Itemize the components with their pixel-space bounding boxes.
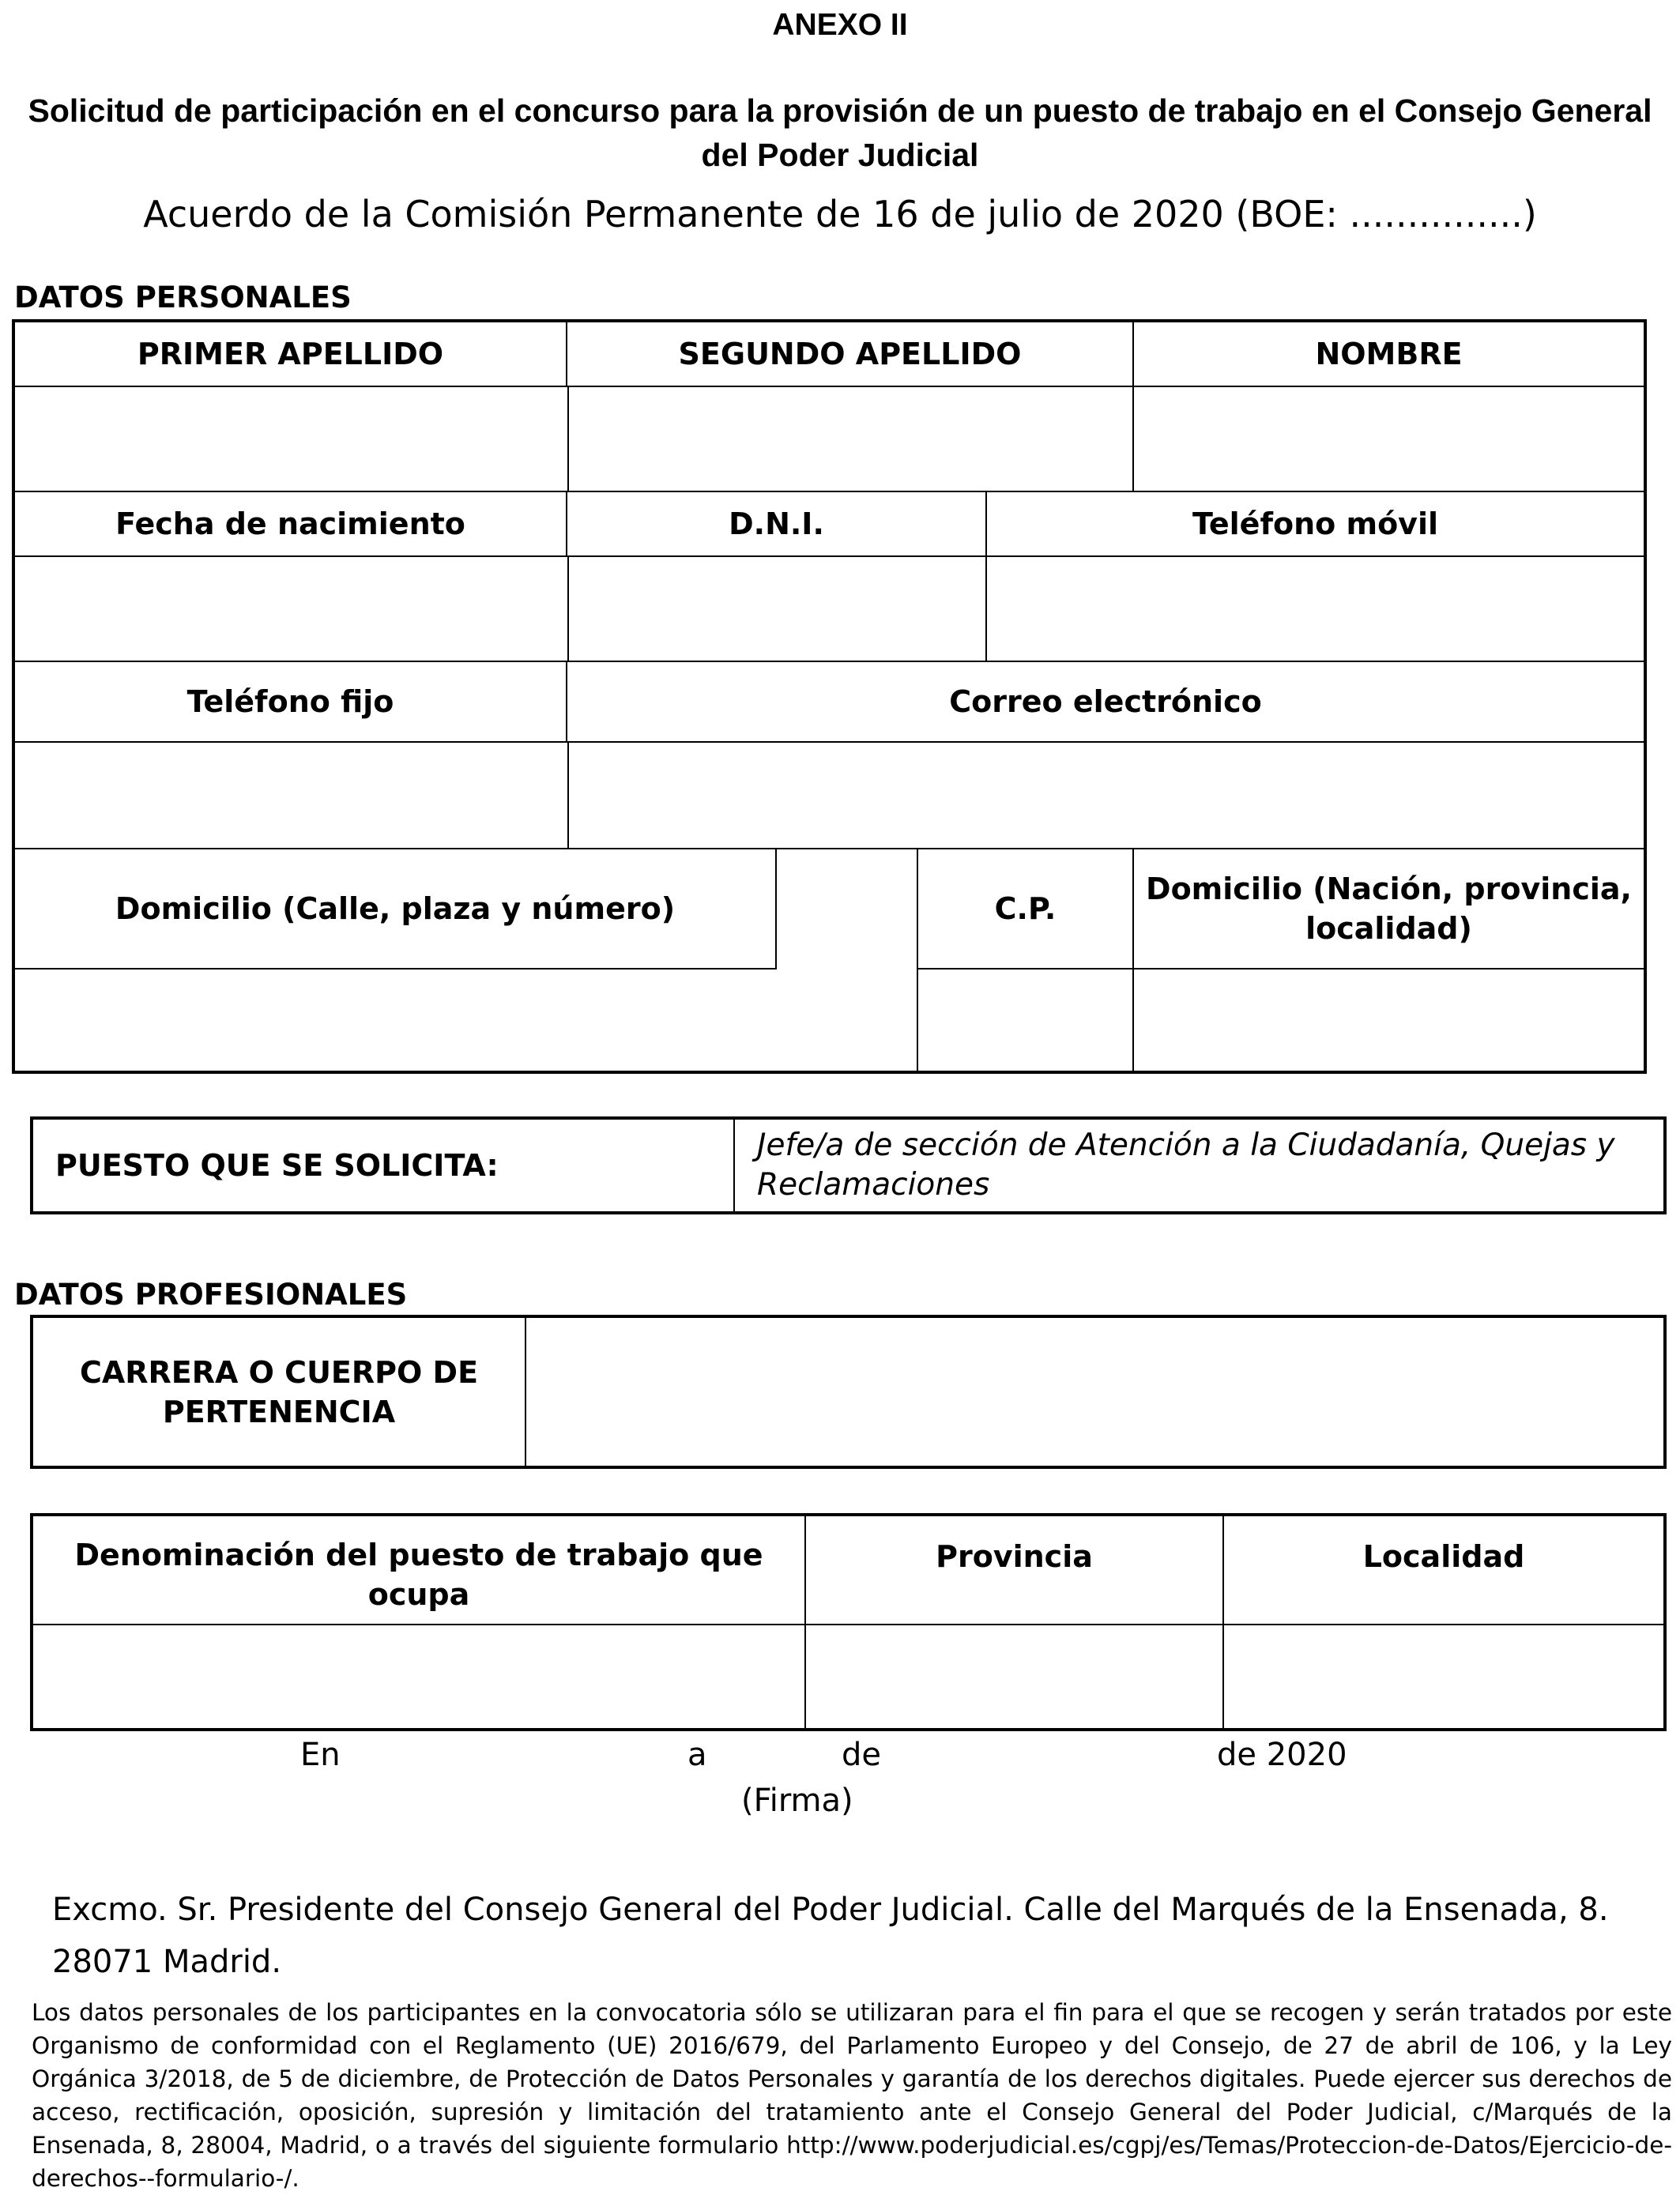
second-surname-field[interactable]	[567, 387, 1134, 492]
birth-date-field[interactable]	[15, 557, 567, 662]
signature-label: (Firma)	[741, 1783, 853, 1819]
signature-month-prefix: de	[842, 1737, 881, 1773]
professional-data-heading: DATOS PROFESIONALES	[14, 1278, 408, 1312]
mobile-phone-label: Teléfono móvil	[987, 492, 1644, 557]
second-surname-label: SEGUNDO APELLIDO	[567, 322, 1134, 387]
postal-code-field[interactable]	[917, 969, 1134, 1071]
dni-label: D.N.I.	[567, 492, 987, 557]
current-post-field[interactable]	[33, 1625, 806, 1728]
address-label: Domicilio (Calle, plaza y número)	[15, 849, 777, 969]
mobile-phone-field[interactable]	[987, 557, 1644, 662]
addressee-line-2: 28071 Madrid.	[52, 1944, 282, 1980]
first-surname-label: PRIMER APELLIDO	[15, 322, 567, 387]
requested-post-label: PUESTO QUE SE SOLICITA:	[33, 1120, 735, 1211]
annex-title: ANEXO II	[772, 8, 908, 42]
form-title: Solicitud de participación en el concurso para la provisión de un puesto de trabajo en el Consejo General del Poder Judicial	[28, 92, 1652, 173]
signature-year: de 2020	[1217, 1737, 1347, 1773]
first-surname-field[interactable]	[15, 387, 567, 492]
signature-place-prefix: En	[300, 1737, 341, 1773]
name-label: NOMBRE	[1134, 322, 1644, 387]
locality-field[interactable]	[1224, 1625, 1663, 1728]
name-field[interactable]	[1134, 387, 1644, 492]
current-post-label: Denominación del puesto de trabajo que ocupa	[33, 1516, 806, 1625]
email-label: Correo electrónico	[567, 662, 1644, 743]
province-label: Provincia	[806, 1516, 1224, 1625]
landline-field[interactable]	[15, 743, 567, 849]
career-table	[30, 1315, 1667, 1469]
privacy-notice: Los datos personales de los participantes en la convocatoria sólo se utilizaran para el fin para el que se recogen y serán tratados por este Organismo de conformidad con el Reglamento (UE) 2016/679, del Parlamento Europeo y del Consejo, de 27 de abril de 106, y la Ley Orgánica 3/2018, de 5 de diciembre, de Protección de Datos Personales y garantía de los derechos digitales. Puede ejercer sus derechos de acceso, rectificación, oposición, supresión y limitación del tratamiento ante el Consejo General del Poder Judicial, c/Marqués de la Ensenada, 8, 28004, Madrid, o a través del siguiente formulario http://www.poderjudicial.es/cgpj/es/Temas/Proteccion-de-Datos/Ejercicio-de-derechos--formulario-/.	[32, 1999, 1672, 2192]
locality-label: Localidad	[1224, 1516, 1663, 1625]
personal-data-table	[12, 319, 1647, 1074]
dni-field[interactable]	[567, 557, 987, 662]
signature-day-prefix: a	[687, 1737, 707, 1773]
requested-post-table	[30, 1116, 1667, 1214]
email-field[interactable]	[567, 743, 1644, 849]
address-region-label: Domicilio (Nación, provincia, localidad)	[1134, 849, 1644, 969]
address-field[interactable]	[15, 969, 987, 1071]
addressee-line-1: Excmo. Sr. Presidente del Consejo General del Poder Judicial. Calle del Marqués de la Ensenada, 8.	[52, 1892, 1609, 1928]
requested-post-value[interactable]: Jefe/a de sección de Atención a la Ciudadanía, Quejas y Reclamaciones	[757, 1128, 1615, 1203]
landline-label: Teléfono fijo	[15, 662, 567, 743]
career-field[interactable]	[526, 1318, 1663, 1466]
birth-date-label: Fecha de nacimiento	[15, 492, 567, 557]
personal-data-heading: DATOS PERSONALES	[14, 280, 352, 314]
address-region-field[interactable]	[1134, 969, 1644, 1071]
agreement-reference: Acuerdo de la Comisión Permanente de 16 de julio de 2020 (BOE: ...............)	[143, 193, 1537, 235]
career-label: CARRERA O CUERPO DE PERTENENCIA	[33, 1318, 526, 1466]
postal-code-label: C.P.	[917, 849, 1134, 969]
current-post-table	[30, 1513, 1667, 1731]
province-field[interactable]	[806, 1625, 1224, 1728]
